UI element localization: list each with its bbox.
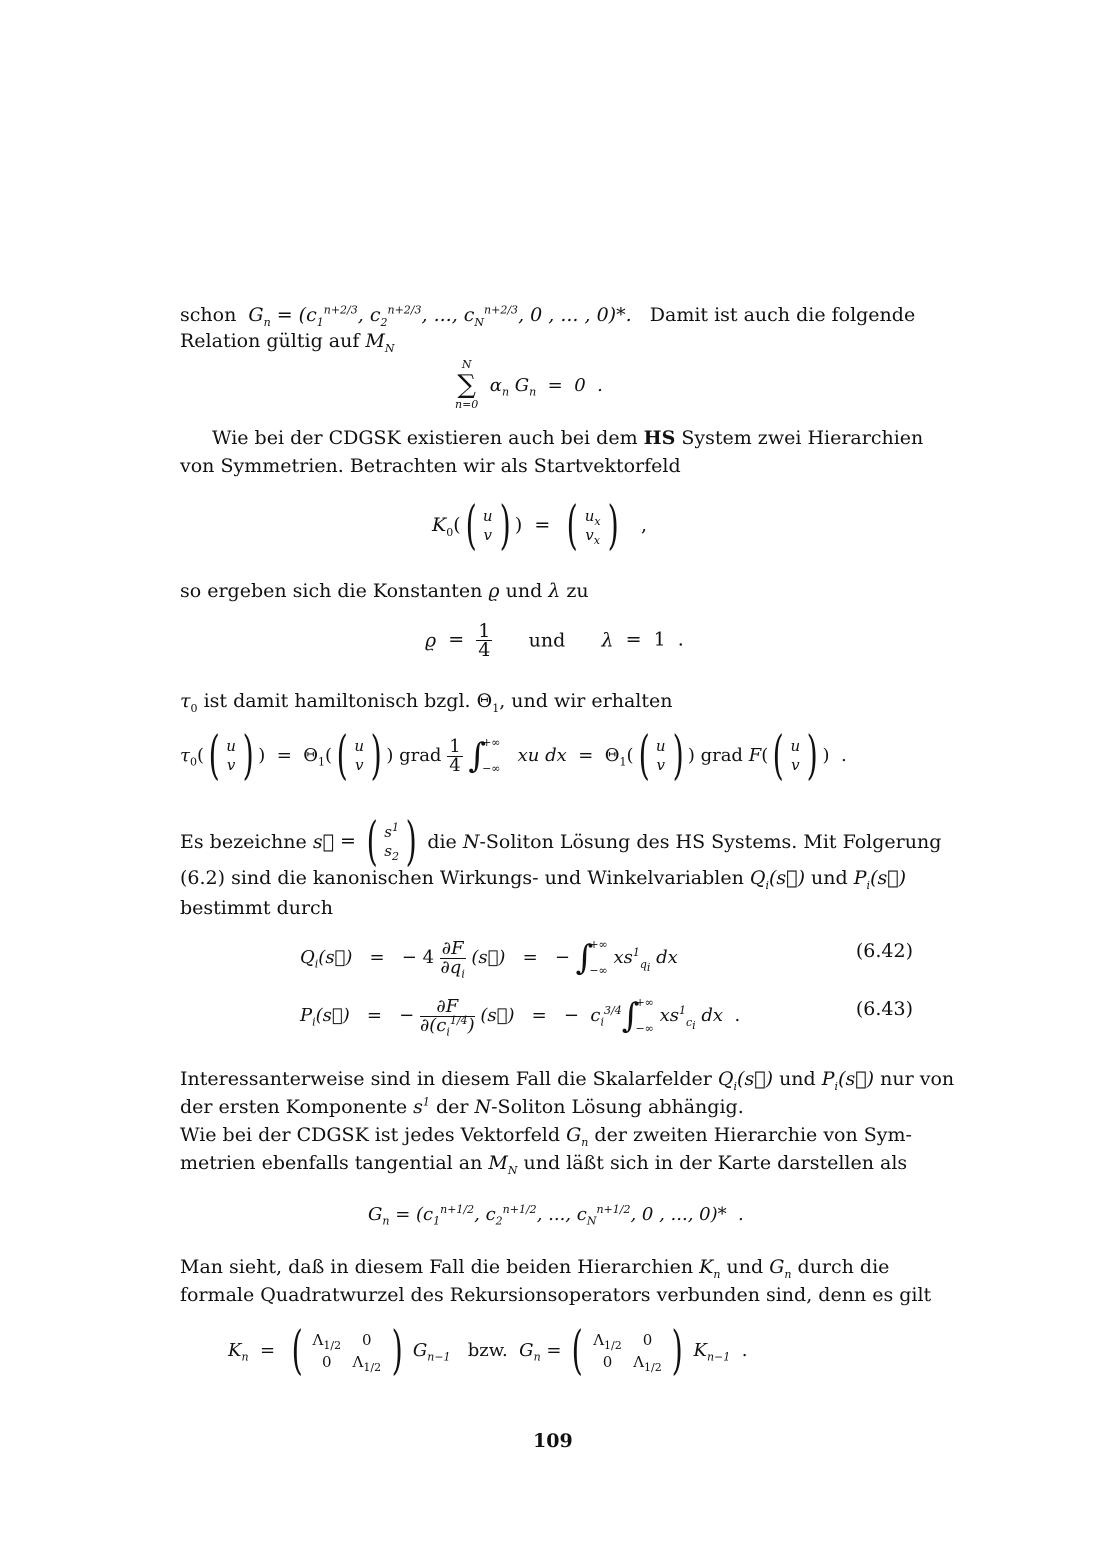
- text-line-3: [212, 427, 923, 449]
- text-fragment: grad: [399, 745, 442, 766]
- text-fragment: Es bezeichne: [180, 831, 307, 853]
- text-fragment: metrien ebenfalls tangential an: [180, 1152, 483, 1174]
- text-fragment: grad: [700, 745, 743, 766]
- text-fragment: Man sieht, daß in diesem Fall die beiden Hierarchien: [180, 1256, 694, 1278]
- text-line-15: [180, 1284, 931, 1306]
- text-fragment: formale Quadratwurzel des Rekursionsoperators verbunden sind, denn es gilt: [180, 1284, 932, 1306]
- text-fragment: Interessanterweise sind in diesem Fall die Skalarfelder: [180, 1068, 712, 1090]
- text-line-8: (6.2) sind die kanonischen Wirkungs- und Winkelvariablen $Q_i(s⃗)$ und $P_i(s⃗)$: [180, 867, 907, 892]
- text-fragment: Damit ist auch die folgende: [649, 304, 916, 326]
- text-line-12: Wie bei der CDGSK ist jedes Vektorfeld $G_n$ der zweiten Hierarchie von Sym-: [180, 1124, 912, 1149]
- text-line-1: [180, 303, 916, 329]
- text-line-7: Es bezeichne s⃗ = ( $s^1$ $s_2$ ) die N-Soliton Lösung des HS Systems. Mit Folgerung: [180, 812, 942, 872]
- text-fragment: Relation gültig auf: [180, 330, 360, 352]
- text-line-4: [180, 455, 681, 477]
- text-fragment: der zweiten Hierarchie von Sym-: [594, 1124, 912, 1146]
- text-fragment: bzw.: [467, 1340, 508, 1361]
- math-inline: $G_n = (c_1^{n+2/3}$, $c_2^{n+2/3}$, ..., $c_N^{n+2/3}$, 0 , ... , 0)*.: [242, 303, 644, 329]
- text-line-11: der ersten Komponente $s^1$ der N-Soliton Lösung abhängig.: [180, 1095, 744, 1118]
- text-fragment: , und wir erhalten: [499, 690, 673, 712]
- text-line-14: Man sieht, daß in diesem Fall die beiden Hierarchien $K_n$ und $G_n$ durch die: [180, 1256, 890, 1281]
- text-fragment: und: [811, 867, 848, 889]
- text-fragment: nur von: [880, 1068, 955, 1090]
- text-fragment: Wie bei der CDGSK ist jedes Vektorfeld: [180, 1124, 561, 1146]
- text-fragment: die: [427, 831, 457, 853]
- text-fragment: (6.2) sind die kanonischen Wirkungs- und Winkelvariablen: [180, 867, 744, 889]
- equation-6-42: $Q_i(s⃗)$ = − 4 $\frac{\partial F}{\partial q_i}$ (s⃗) = − ∫+∞ −∞ $xs^1_{q_i}$ dx: [300, 937, 678, 981]
- equation-rho: ϱ = $\frac{1}{4}$ und λ = 1 .: [425, 620, 684, 661]
- equation-gn: $G_n = (c_1^{n+1/2}$, $c_2^{n+1/2}$, ..., $c_N^{n+1/2}$, 0 , ..., 0)* .: [368, 1203, 744, 1228]
- text-fragment: Wie bei der CDGSK existieren auch bei dem: [212, 427, 638, 449]
- equation-tau0: $\tau_0$(( u v ) ) = $\Theta_1$(( u v ) ) grad $\frac{1}{4}$ ∫+∞ −∞ xu dx = $\Theta_1$(( u v ) ) grad F(( u v ) ) .: [180, 726, 847, 786]
- page-number: 109: [533, 1430, 573, 1452]
- equation-k0: $K_0$(( u v ) ) = ( $u_x$ $v_x$ ) ,: [432, 496, 648, 556]
- text-line-10: Interessanterweise sind in diesem Fall die Skalarfelder $Q_i(s⃗)$ und $P_i(s⃗)$ nur von: [180, 1068, 955, 1093]
- text-fragment: und: [528, 629, 566, 652]
- equation-number: (6.43): [855, 998, 913, 1020]
- text-fragment: zu: [566, 580, 589, 602]
- equation-number: (6.42): [855, 940, 913, 962]
- math-inline: $M_N$: [365, 330, 395, 355]
- equation-sum: N ∑ n=0 $\alpha_n$ $G_n = 0$ .: [455, 358, 603, 411]
- text-fragment: der ersten Komponente: [180, 1096, 408, 1118]
- text-fragment: von Symmetrien. Betrachten wir als Startvektorfeld: [180, 455, 681, 477]
- text-line-13: metrien ebenfalls tangential an $M_N$ und läßt sich in der Karte darstellen als: [180, 1152, 908, 1177]
- text-fragment: HS: [643, 427, 676, 449]
- text-fragment: der: [435, 1096, 469, 1118]
- text-line-5: so ergeben sich die Konstanten ϱ und λ zu: [180, 580, 589, 602]
- text-fragment: System zwei Hierarchien: [681, 427, 924, 449]
- text-fragment: bestimmt durch: [180, 897, 333, 919]
- text-fragment: -Soliton Lösung des HS Systems. Mit Folgerung: [479, 831, 942, 853]
- text-fragment: ist damit hamiltonisch bzgl.: [203, 690, 471, 712]
- text-fragment: so ergeben sich die Konstanten: [180, 580, 483, 602]
- text-fragment: durch die: [797, 1256, 890, 1278]
- text-fragment: und: [726, 1256, 764, 1278]
- text-line-2: [180, 330, 395, 355]
- text-fragment: und läßt sich in der Karte darstellen als: [523, 1152, 908, 1174]
- text-line-6: $\tau_0$ ist damit hamiltonisch bzgl. $\Theta_1$, und wir erhalten: [180, 690, 673, 715]
- equation-6-43: $P_i(s⃗)$ = − $\frac{\partial F}{\partial(c_i^{1/4})}$ (s⃗) = − $c_i^{3/4}\int+\infty$ −∞ $xs^1_{c_i}$ dx .: [300, 995, 741, 1039]
- text-fragment: und: [505, 580, 543, 602]
- text-line-9: [180, 897, 333, 919]
- text-fragment: schon: [180, 304, 237, 326]
- text-fragment: und: [779, 1068, 816, 1090]
- equation-kn: $K_n$ = ( $\Lambda_{1/2}$ 0 0 $\Lambda_{1/2}$ ) $G_{n-1}$ bzw. $G_n$ = ( $\Lambda_{1/2}$ 0 0 $\Lambda_{1/2}$ ) $K_{n-1}$ .: [228, 1321, 748, 1381]
- text-fragment: -Soliton Lösung abhängig.: [491, 1096, 744, 1118]
